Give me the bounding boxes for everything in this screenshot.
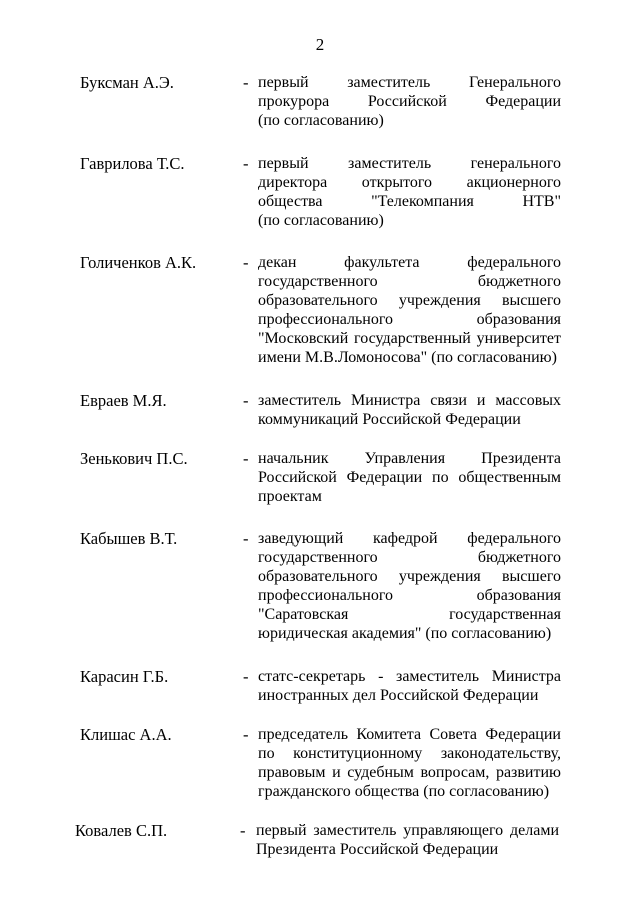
position-line: первый заместитель управляющего делами: [256, 822, 559, 839]
member-position: [258, 725, 561, 801]
entry-dash: -: [243, 667, 249, 686]
list-entry: [0, 73, 640, 130]
position-line: "Московский государственный университет: [258, 330, 561, 347]
list-entry: [0, 725, 640, 801]
position-line: государственного бюджетного: [258, 549, 561, 566]
position-line: первый заместитель генерального: [258, 155, 561, 172]
entry-dash: -: [243, 529, 249, 548]
member-position: [258, 529, 561, 643]
list-entry: [0, 449, 640, 506]
member-name: Евраев М.Я.: [80, 391, 167, 410]
position-line: Российской Федерации по общественным: [258, 469, 561, 486]
list-entry: [0, 529, 640, 643]
position-line: заместитель Министра связи и массовых: [258, 392, 561, 409]
position-line: статс-секретарь - заместитель Министра: [258, 668, 561, 685]
members-list: [0, 73, 640, 859]
position-line: юридическая академия" (по согласованию): [258, 625, 552, 642]
position-line: профессионального образования: [258, 311, 561, 328]
entry-dash: -: [240, 821, 246, 840]
entry-dash: -: [243, 391, 249, 410]
position-line: прокурора Российской Федерации: [258, 93, 561, 110]
member-position: [258, 253, 561, 367]
position-line: (по согласованию): [258, 112, 384, 129]
entry-dash: -: [243, 725, 249, 744]
member-position: [258, 667, 561, 705]
position-line: профессионального образования: [258, 587, 561, 604]
position-line: директора открытого акционерного: [258, 174, 561, 191]
member-name: Зенькович П.С.: [80, 449, 188, 468]
member-position: [258, 73, 561, 130]
list-entry: [0, 391, 640, 429]
member-position: [258, 154, 561, 230]
position-line: имени М.В.Ломоносова" (по согласованию): [258, 349, 557, 366]
entry-dash: -: [243, 73, 249, 92]
position-line: образовательного учреждения высшего: [258, 568, 561, 585]
position-line: коммуникаций Российской Федерации: [258, 411, 521, 428]
position-line: по конституционному законодательству,: [258, 745, 561, 762]
position-line: первый заместитель Генерального: [258, 74, 561, 91]
member-position: [256, 821, 559, 859]
list-entry: [0, 154, 640, 230]
member-name: Кабышев В.Т.: [80, 529, 178, 548]
member-name: Голиченков А.К.: [80, 253, 197, 272]
position-line: образовательного учреждения высшего: [258, 292, 561, 309]
entry-dash: -: [243, 154, 249, 173]
position-line: общества "Телекомпания НТВ": [258, 193, 561, 210]
position-line: заведующий кафедрой федерального: [258, 530, 561, 547]
entry-dash: -: [243, 253, 249, 272]
position-line: декан факультета федерального: [258, 254, 561, 271]
position-line: начальник Управления Президента: [258, 450, 561, 467]
position-line: "Саратовская государственная: [258, 606, 561, 623]
member-name: Ковалев С.П.: [75, 821, 168, 840]
member-name: Гаврилова Т.С.: [80, 154, 185, 173]
list-entry: [0, 253, 640, 367]
position-line: проектам: [258, 488, 322, 505]
member-name: Карасин Г.Б.: [80, 667, 169, 686]
member-name: Клишас А.А.: [80, 725, 172, 744]
position-line: председатель Комитета Совета Федерации: [258, 726, 561, 743]
position-line: (по согласованию): [258, 212, 384, 229]
position-line: Президента Российской Федерации: [256, 841, 499, 858]
position-line: иностранных дел Российской Федерации: [258, 687, 539, 704]
position-line: государственного бюджетного: [258, 273, 561, 290]
member-name: Буксман А.Э.: [80, 73, 174, 92]
position-line: гражданского общества (по согласованию): [258, 783, 550, 800]
entry-dash: -: [243, 449, 249, 468]
list-entry: [0, 667, 640, 705]
page-number: 2: [315, 35, 325, 54]
member-position: [258, 391, 561, 429]
position-line: правовым и судебным вопросам, развитию: [258, 764, 561, 781]
list-entry: [0, 821, 640, 859]
member-position: [258, 449, 561, 506]
